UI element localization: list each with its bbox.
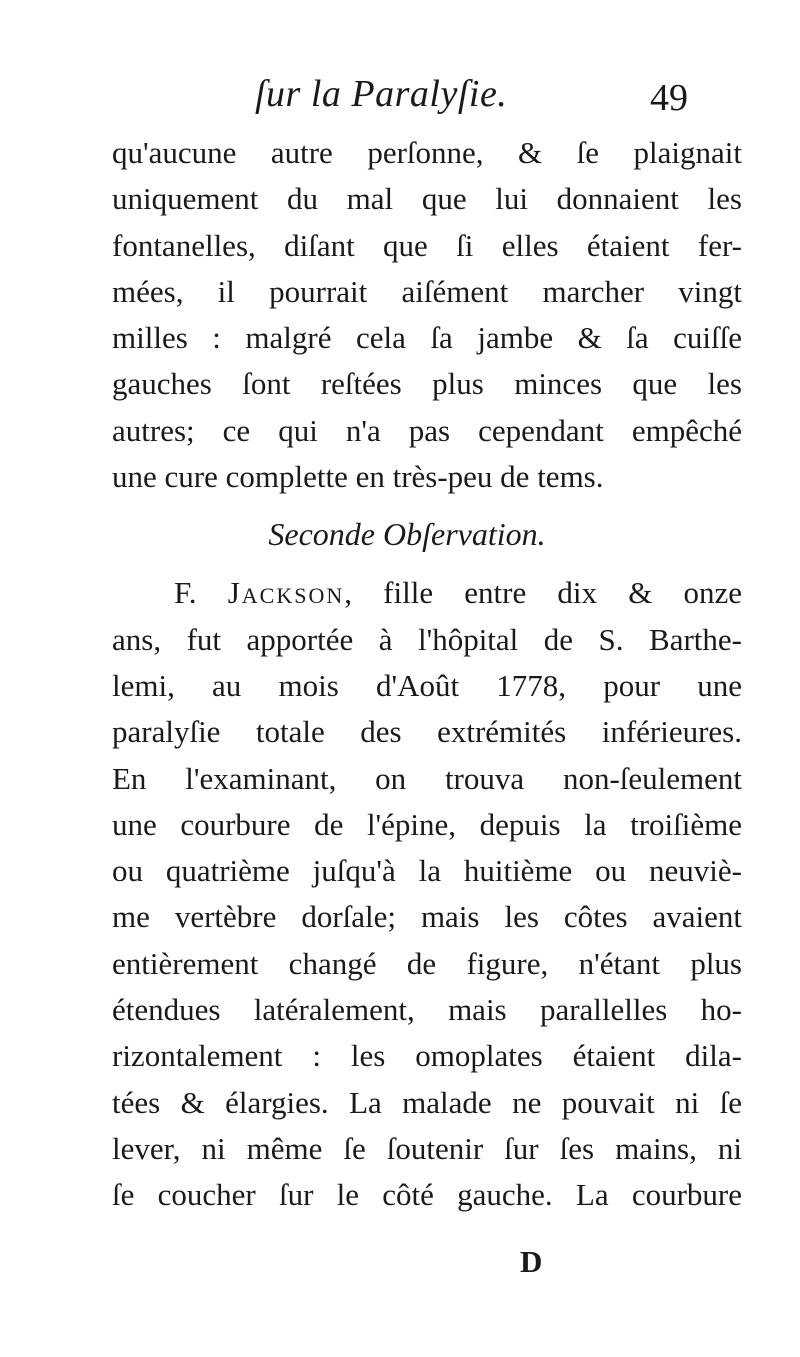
- text-line-lead: [112, 570, 742, 616]
- text-line: lever, ni même ſe ſoutenir ſur ſes mains, ni: [112, 1130, 742, 1166]
- text-line: qu'aucune autre perſonne, & ſe plaignait: [112, 135, 742, 170]
- text-line: ou quatrième juſqu'à la huitième ou neuviè-: [112, 853, 742, 889]
- text-line: une courbure de l'épine, depuis la troiſième: [112, 806, 742, 842]
- text-line: En l'examinant, on trouva non-ſeulement: [112, 760, 742, 796]
- signature-mark: D: [520, 1244, 543, 1279]
- text-line: me vertèbre dorſale; mais les côtes avaient: [112, 899, 742, 935]
- section-heading: Seconde Obſervation.: [268, 516, 546, 553]
- text-line: étendues latéralement, mais parallelles ho-: [112, 992, 742, 1028]
- text-line: fontanelles, diſant que ſi elles étaient fer-: [112, 227, 742, 263]
- text-line: lemi, au mois d'Août 1778, pour une: [112, 667, 742, 703]
- text-line: une cure complette en très-peu de tems.: [112, 459, 604, 495]
- text-line: ſe coucher ſur le côté gauche. La courbure: [112, 1177, 742, 1213]
- text-block: [112, 130, 742, 1219]
- patient-name: Jackson: [227, 575, 345, 611]
- text-line: entièrement changé de figure, n'étant plus: [112, 945, 742, 981]
- text-line: tées & élargies. La malade ne pouvait ni ſe: [112, 1084, 742, 1120]
- text-line: uniquement du mal que lui donnaient les: [112, 181, 742, 217]
- paragraph-1: [112, 130, 742, 500]
- text-line: gauches ſont reſtées plus minces que les: [112, 366, 742, 402]
- text-line: autres; ce qui n'a pas cependant empêché: [112, 412, 742, 448]
- lead-initial: F.: [174, 575, 197, 611]
- text-line: milles : malgré cela ſa jambe & ſa cuiſſe: [112, 320, 742, 356]
- lead-rest: , fille entre dix & onze: [344, 575, 743, 611]
- running-head: [0, 72, 800, 122]
- text-line: paralyſie totale des extrémités inférieures.: [112, 714, 742, 750]
- page-number: 49: [650, 77, 688, 119]
- paragraph-2: [112, 570, 742, 1218]
- running-title: ſur la Paralyſie.: [255, 73, 508, 115]
- text-line: ans, fut apportée à l'hôpital de S. Barthe-: [112, 621, 742, 657]
- text-line: mées, il pourrait aiſément marcher vingt: [112, 273, 742, 309]
- text-line: rizontalement : les omoplates étaient dila-: [112, 1038, 742, 1074]
